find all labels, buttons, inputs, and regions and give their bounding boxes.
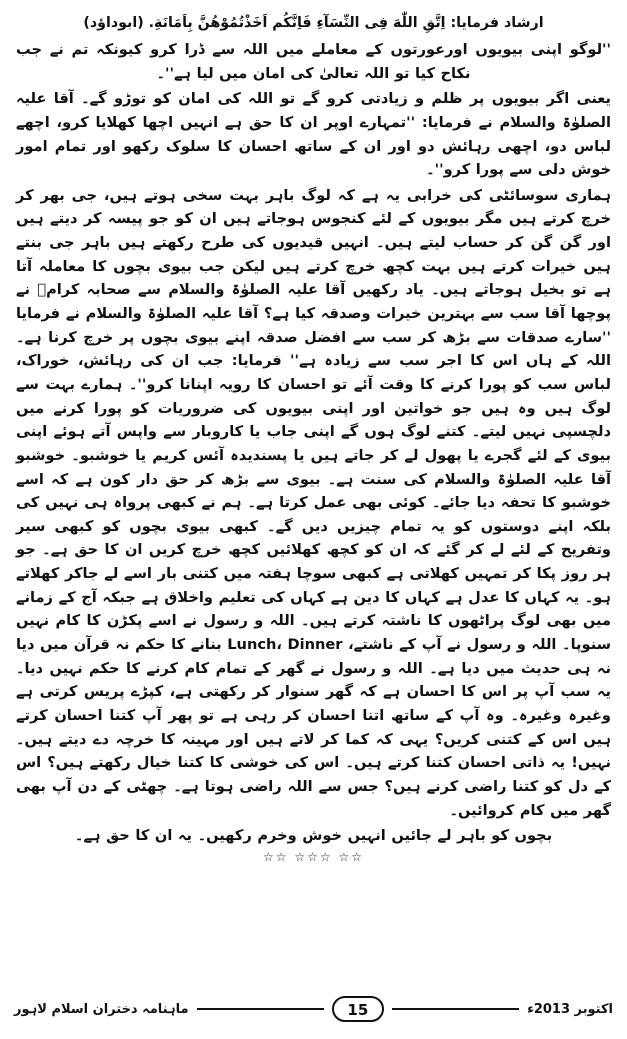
- paragraph: بچوں کو باہر لے جائیں انہیں خوش وخرم رکھیں۔ یہ ان کا حق ہے۔: [74, 827, 553, 845]
- paragraph-block-3: [16, 184, 611, 822]
- footer-magazine-title: ماہنامہ دختران اسلام لاہور: [14, 1001, 189, 1017]
- page-footer: [0, 987, 627, 1031]
- footer-divider-left: [197, 1008, 324, 1010]
- ornament-stars: ☆☆ ☆☆☆ ☆☆: [263, 849, 364, 864]
- paragraph-block-2: [16, 87, 611, 182]
- page-number: 15: [332, 996, 384, 1022]
- paragraph: ہماری سوسائٹی کی خرابی یہ ہے کہ لوگ باہر بہت سخی ہوتے ہیں، جی بھر کر خرچ کرتے ہیں مگر بیویوں کے لئے کنجوس ہوجاتے ہیں ان کو جو پیسہ کر دیتے ہیں اور گن گن کر حساب لیتے ہیں۔ انہیں قیدیوں کی طرح رکھتے ہیں باہر جی بنتے ہیں خیرات کرتے ہیں بہت کچھ خرچ کرتے ہیں لیکن جب بیوی بچوں کا معاملہ آتا ہے تو بخیل ہوجاتے ہیں۔ یاد رکھیں آقا علیہ الصلوٰۃ والسلام سے صحابہ کرامؓ نے پوچھا آقا سب سے بہترین خیرات وصدقہ کیا ہے؟ آقا علیہ الصلوٰۃ والسلام نے فرمایا ''سارے صدقات سے بڑھ کر سب سے افضل صدقہ اپنے بیوی بچوں پر خرچ کرنا ہے۔ اللہ کے ہاں اس کا اجر سب سے زیادہ ہے'' فرمایا: جب ان کی رہائش، خوراک، لباس سب کو پورا کرنے کا وقت آئے تو احسان کا رویہ اپنانا کرو''۔ ہمارے بہت سے لوگ ہیں وہ ہیں جو خواتین اور اپنی بیویوں کی ضروریات کو پورا کرنے میں دلچسپی نہیں لیتے۔ کتنے لوگ ہوں گے اپنی جاب یا کاروبار سے واپس آتے ہوئے اپنی بیوی کے لئے گجرے یا پھول لے کر جاتے ہیں یا پسندیدہ آئس کریم یا خوشبو۔ خوشبو آقا علیہ الصلوٰۃ والسلام کی سنت ہے۔ بیوی سے بڑھ کر حق دار کون ہے کہ اسے خوشبو کا تحفہ دیا جائے۔ کوئی بھی عمل کرتا ہے۔ ہم نے کبھی پرواہ ہی نہیں کی بلکہ اپنے دوستوں کو یہ تمام چیزیں دیں گے۔ کبھی بیوی بچوں کو کبھی سیر وتفریح کے لئے لے کر گئے کہ ان کو کچھ کھلائیں کچھ خرچ کریں ان کا حق ہے۔ جو ہر روز پکا کر تمہیں کھلاتی ہے کبھی سوچا ہفتہ میں کتنی بار اسے لے جاکر کھلاتے ہو۔ یہ کہاں کا عدل ہے کہاں کا دین ہے کہاں کی تعلیم واخلاق ہے جبکہ آج کے زمانے میں بھی لوگ پراٹھوں کا ناشتہ کرتے ہیں۔ اللہ و رسول نے اسے پکڑن کا کام نہیں سنوپا۔ اللہ و رسول نے آپ کے ناشتے، Lunch، Dinner بنانے کا حکم نہ قرآن میں دیا نہ ہی حدیث میں دیا ہے۔ اللہ و رسول نے گھر کے تمام کام کرنے کا حکم نہیں دیا۔ یہ سب آپ پر اس کا احسان ہے کہ گھر سنوار کر رکھتی ہے، کپڑے پریس کرتی ہے وغیرہ وغیرہ۔ وہ آپ کے ساتھ اتنا احسان کر رہی ہے تو پھر آپ کتنا احسان کرتے ہیں اس کے کتنی کریں؟ یہی کہ کما کر لاتے ہیں اور مہینہ کا خرچہ دے دیتے ہیں۔ نہیں! یہ ذاتی احسان کتنا کرتے ہیں۔ اس کی خوشی کا کتنا خیال رکھتے ہیں؟ اس کے دل کو کتنا راضی کرنے ہیں؟ جس سے اللہ راضی ہوتا ہے۔ چھٹی کے دن آپ بھی گھر میں کام کروائیں۔: [16, 186, 611, 819]
- paragraph: یعنی اگر بیویوں پر ظلم و زیادتی کرو گے تو اللہ کی امان کو توڑو گے۔ آقا علیہ الصلوٰۃ والسلام نے فرمایا: ''تمہارے اوپر ان کا حق ہے انہیں اچھا کھلایا کرو، اچھے لباس دو، اچھی رہائش دو اور ان کے ساتھ احسان کا سلوک رکھو اور تمام امور خوش دلی سے پورا کرو''۔: [16, 90, 611, 179]
- paragraph-block-4: [16, 824, 611, 848]
- footer-divider-right: [392, 1008, 519, 1010]
- footer-issue-date: اکتوبر 2013ء: [527, 1001, 613, 1017]
- paragraph: ''لوگو اپنی بیویوں اورعورتوں کے معاملے میں اللہ سے ڈرا کرو کیونکہ تم نے جب نکاح کیا تو اللہ تعالیٰ کی امان میں لیا ہے''۔: [16, 41, 611, 82]
- paragraph-block-1: [16, 38, 611, 85]
- hadith-quote: ارشاد فرمایا: اِتَّقِ اللّٰهَ فِی النِّسَآءِ فَاِنَّكُم اَخَذْتُمُوْهُنَّ بِاَمَانَةِ. (ابوداؤد): [83, 15, 544, 31]
